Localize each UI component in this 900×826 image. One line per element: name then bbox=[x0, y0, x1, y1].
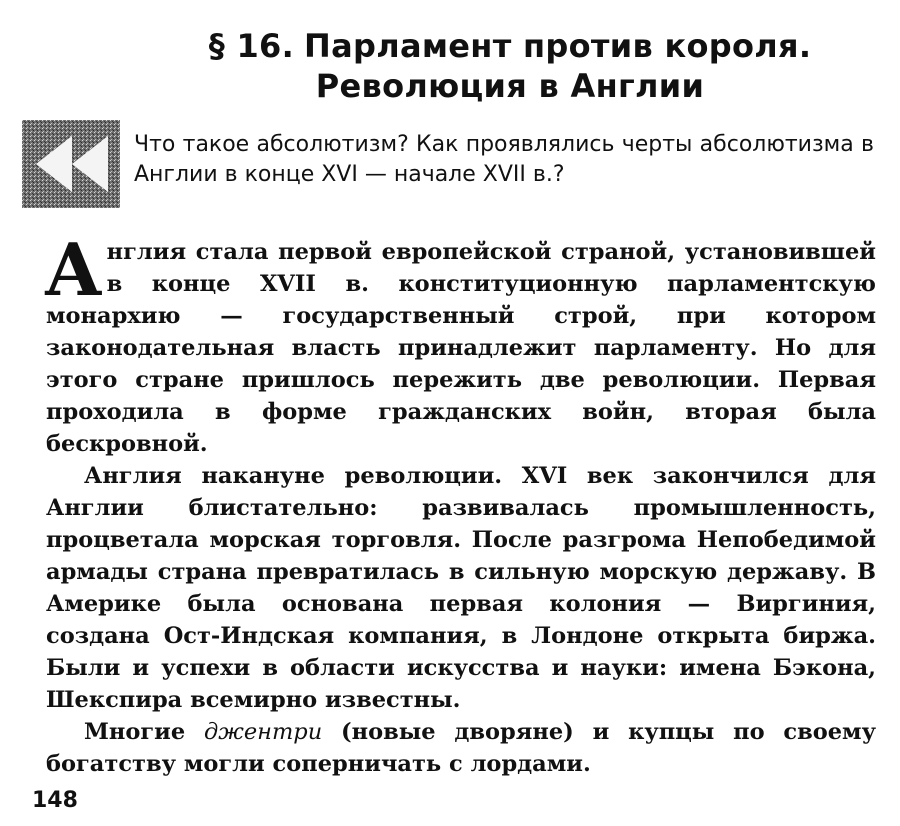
section-heading bbox=[160, 26, 860, 106]
page-number: 148 bbox=[32, 788, 78, 813]
heading-title-line-2: Революция в Англии bbox=[315, 67, 705, 105]
paragraph-1-text: нглия стала первой европейской страной, установившей в конце XVII в. конституционную парламентскую монархию — государственный строй, при котором законодательная власть принадлежит парламенту. Но для этого стране пришлось пережить две революции. Первая проходила в форме гражданских войн, вторая была бескровной. bbox=[46, 239, 876, 457]
paragraph-3-before: Многие bbox=[84, 719, 186, 745]
section-number: § 16. bbox=[208, 27, 295, 65]
term-gentry: джентри bbox=[203, 719, 323, 745]
heading-line-1 bbox=[160, 26, 860, 66]
heading-title-line-1: Парламент против короля. bbox=[304, 27, 812, 65]
subheading: Англия накануне революции. bbox=[84, 463, 503, 489]
paragraph-2-text: XVI век закончился для Англии блистательно: развивалась промышленность, процветала морская торговля. После разгрома Непобедимой армады страна превратилась в сильную морскую державу. В Америке была основана первая колония — Виргиния, создана Ост-Индская компания, в Лондоне открыта биржа. Были и успехи в области искусства и науки: имена Бэкона, Шекспира всемирно известны. bbox=[46, 463, 876, 713]
recall-question: Что такое абсолютизм? Как проявлялись черты абсолютизма в Англии в конце XVI — начале XVII в.? bbox=[134, 132, 874, 187]
paragraph-1 bbox=[44, 227, 876, 460]
main-text bbox=[44, 227, 877, 780]
paragraph-3-after: (новые дворяне) и купцы по своему богатству могли соперничать с лордами. bbox=[46, 719, 877, 777]
drop-cap: А bbox=[44, 227, 103, 312]
paragraph-2 bbox=[46, 460, 876, 716]
rewind-double-arrow-icon bbox=[22, 120, 120, 208]
paragraph-3 bbox=[46, 716, 876, 780]
